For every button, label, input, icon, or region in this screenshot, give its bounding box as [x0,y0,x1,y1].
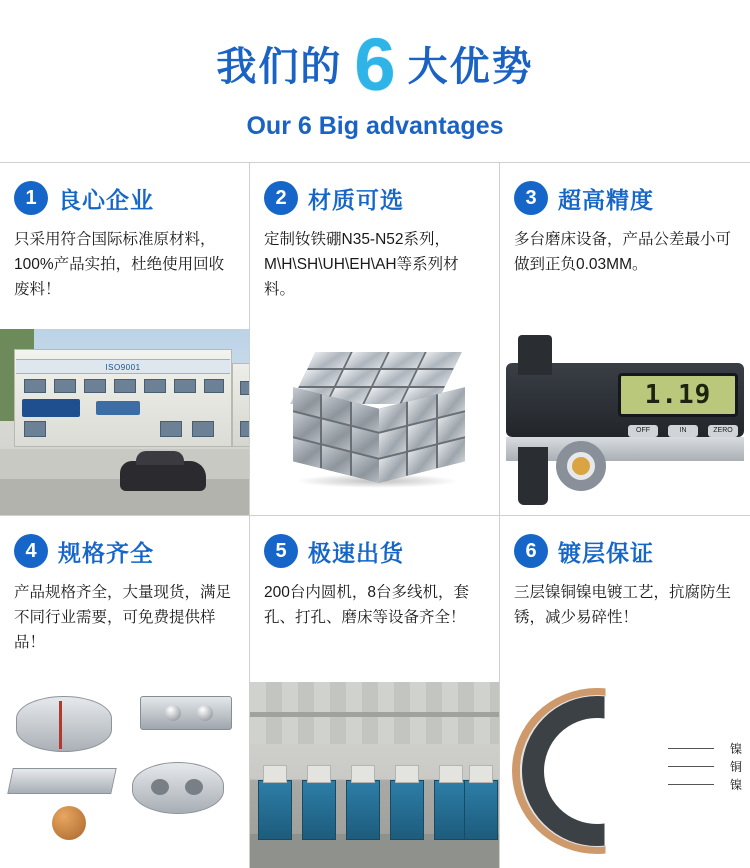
advantage-card-6 [500,516,750,868]
advantage-number-2: 2 [264,181,298,215]
advantage-card-4 [0,516,250,868]
advantage-text-2: 定制钕铁硼N35-N52系列，M\H\SH\UH\EH\AH等系列材料。 [264,231,459,299]
digital-caliper-photo [500,329,750,515]
advantage-header-5 [264,534,485,568]
advantage-number-5: 5 [264,534,298,568]
layer-label-2: 铜 [729,760,742,774]
caliper-in-button: IN [668,425,698,437]
advantage-text-3: 多台磨床设备，产品公差最小可做到正负0.03MM。 [514,231,732,274]
advantages-grid [0,162,750,868]
advantage-title-3: 超高精度 [558,186,654,213]
factory-building-photo [0,329,249,515]
advantage-text-5: 200台内圆机，8台多线机，套孔、打孔、磨床等设备齐全！ [264,584,469,627]
plating-layers-diagram [500,682,750,868]
advantage-title-5: 极速出货 [308,539,404,566]
title-number: 6 [354,22,396,106]
advantage-number-3: 3 [514,181,548,215]
advantage-title-4: 规格齐全 [58,539,154,566]
advantage-text-6: 三层镍铜镍电镀工艺，抗腐防生锈，减少易碎性！ [514,584,732,627]
caliper-lcd-reading: 1.19 [618,373,738,417]
layer-label-3: 镍 [729,778,742,792]
advantage-title-2: 材质可选 [308,186,404,213]
caliper-zero-button: ZERO [708,425,738,437]
advantage-text-4: 产品规格齐全，大量现货，满足不同行业需要，可免费提供样品！ [14,584,232,652]
advantage-text-1: 只采用符合国际标准原材料，100%产品实拍，杜绝使用回收废料！ [14,231,225,299]
assorted-magnets-photo [0,682,249,868]
title-suffix: 大优势 [407,44,534,89]
advantage-header-3 [514,181,736,215]
advantage-number-1: 1 [14,181,48,215]
layer-label-list [730,740,742,794]
advantage-header-2 [264,181,485,215]
advantage-card-3 [500,163,750,516]
advantage-header-4 [14,534,235,568]
building-banner-text: ISO9001 [16,359,230,374]
layer-label-1: 镍 [729,742,742,756]
advantage-card-5 [250,516,500,868]
magnet-cube-photo [250,329,499,515]
poster-header [0,0,750,162]
advantage-title-6: 镀层保证 [558,539,654,566]
advantage-title-1: 良心企业 [58,186,154,213]
advantage-card-1 [0,163,250,516]
advantage-card-2 [250,163,500,516]
advantage-number-6: 6 [514,534,548,568]
workshop-machines-photo [250,682,499,868]
advantage-number-4: 4 [14,534,48,568]
caliper-off-button: OFF [628,425,658,437]
advantage-header-6 [514,534,736,568]
title-prefix: 我们的 [216,44,343,89]
subtitle: Our 6 Big advantages [246,112,504,140]
advantage-header-1 [14,181,235,215]
main-title [0,22,750,106]
